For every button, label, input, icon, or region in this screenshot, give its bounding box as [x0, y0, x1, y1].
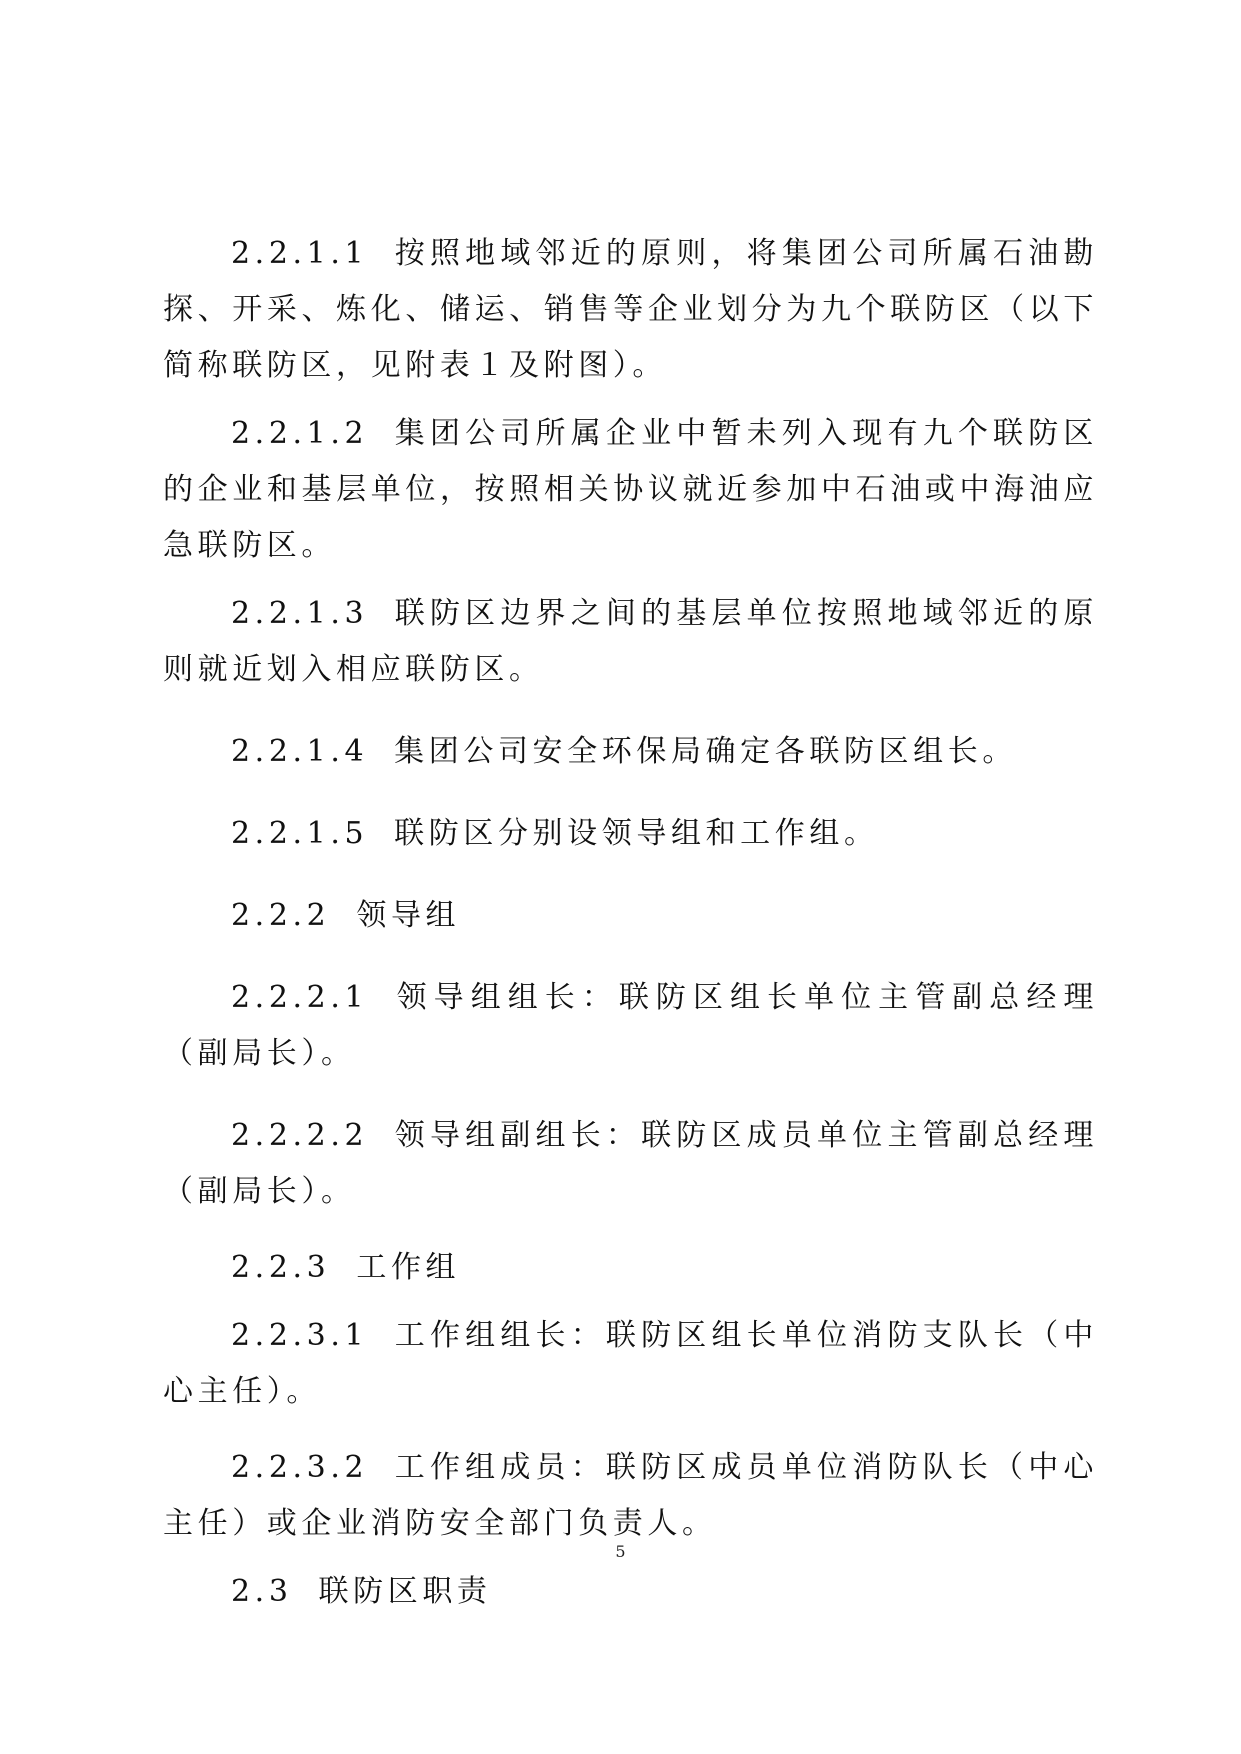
section-number: 2.2.2.2 — [231, 1118, 369, 1153]
paragraph-text: 工作组组长：联防区组长单位消防支队长（中心主任）。 — [163, 1318, 1098, 1409]
paragraph-2-2-3-2 — [163, 1440, 1098, 1552]
paragraph-2-2-2-2 — [163, 1108, 1098, 1220]
section-number: 2.2.1.1 — [231, 236, 369, 271]
paragraph-text: 联防区边界之间的基层单位按照地域邻近的原则就近划入相应联防区。 — [163, 596, 1098, 687]
section-number: 2.2.3 — [231, 1250, 331, 1285]
section-number: 2.2.1.4 — [231, 734, 369, 769]
paragraph-2-2-1-3 — [163, 586, 1098, 698]
heading-text: 领导组 — [356, 898, 461, 933]
heading-text: 联防区职责 — [318, 1574, 492, 1609]
heading-2-2-3 — [163, 1240, 1098, 1296]
section-number: 2.3 — [231, 1574, 293, 1609]
paragraph-text: 联防区分别设领导组和工作组。 — [394, 816, 879, 851]
section-number: 2.2.3.2 — [231, 1450, 369, 1485]
section-number: 2.2.2.1 — [231, 980, 369, 1015]
heading-text: 工作组 — [356, 1250, 461, 1285]
paragraph-2-2-1-5 — [163, 806, 1098, 862]
paragraph-text: 集团公司所属企业中暂未列入现有九个联防区的企业和基层单位，按照相关协议就近参加中石油或中海油应急联防区。 — [163, 416, 1098, 563]
section-number: 2.2.1.2 — [231, 416, 369, 451]
paragraph-2-2-1-1 — [163, 226, 1098, 394]
paragraph-2-2-1-2 — [163, 406, 1098, 574]
paragraph-2-2-1-4 — [163, 724, 1098, 780]
section-number: 2.2.3.1 — [231, 1318, 369, 1353]
document-body — [163, 226, 1098, 1620]
section-number: 2.2.1.3 — [231, 596, 369, 631]
paragraph-text: 领导组副组长：联防区成员单位主管副总经理（副局长）。 — [163, 1118, 1098, 1209]
paragraph-2-2-2-1 — [163, 970, 1098, 1082]
paragraph-text: 工作组成员：联防区成员单位消防队长（中心主任）或企业消防安全部门负责人。 — [163, 1450, 1098, 1541]
page-number: 5 — [615, 1542, 626, 1561]
section-number: 2.2.2 — [231, 898, 331, 933]
section-number: 2.2.1.5 — [231, 816, 369, 851]
paragraph-text: 集团公司安全环保局确定各联防区组长。 — [394, 734, 1017, 769]
paragraph-text: 按照地域邻近的原则，将集团公司所属石油勘探、开采、炼化、储运、销售等企业划分为九个联防区（以下简称联防区，见附表１及附图）。 — [163, 236, 1098, 383]
paragraph-2-2-3-1 — [163, 1308, 1098, 1420]
heading-2-3 — [163, 1564, 1098, 1620]
paragraph-text: 领导组组长：联防区组长单位主管副总经理（副局长）。 — [163, 980, 1098, 1071]
heading-2-2-2 — [163, 888, 1098, 944]
